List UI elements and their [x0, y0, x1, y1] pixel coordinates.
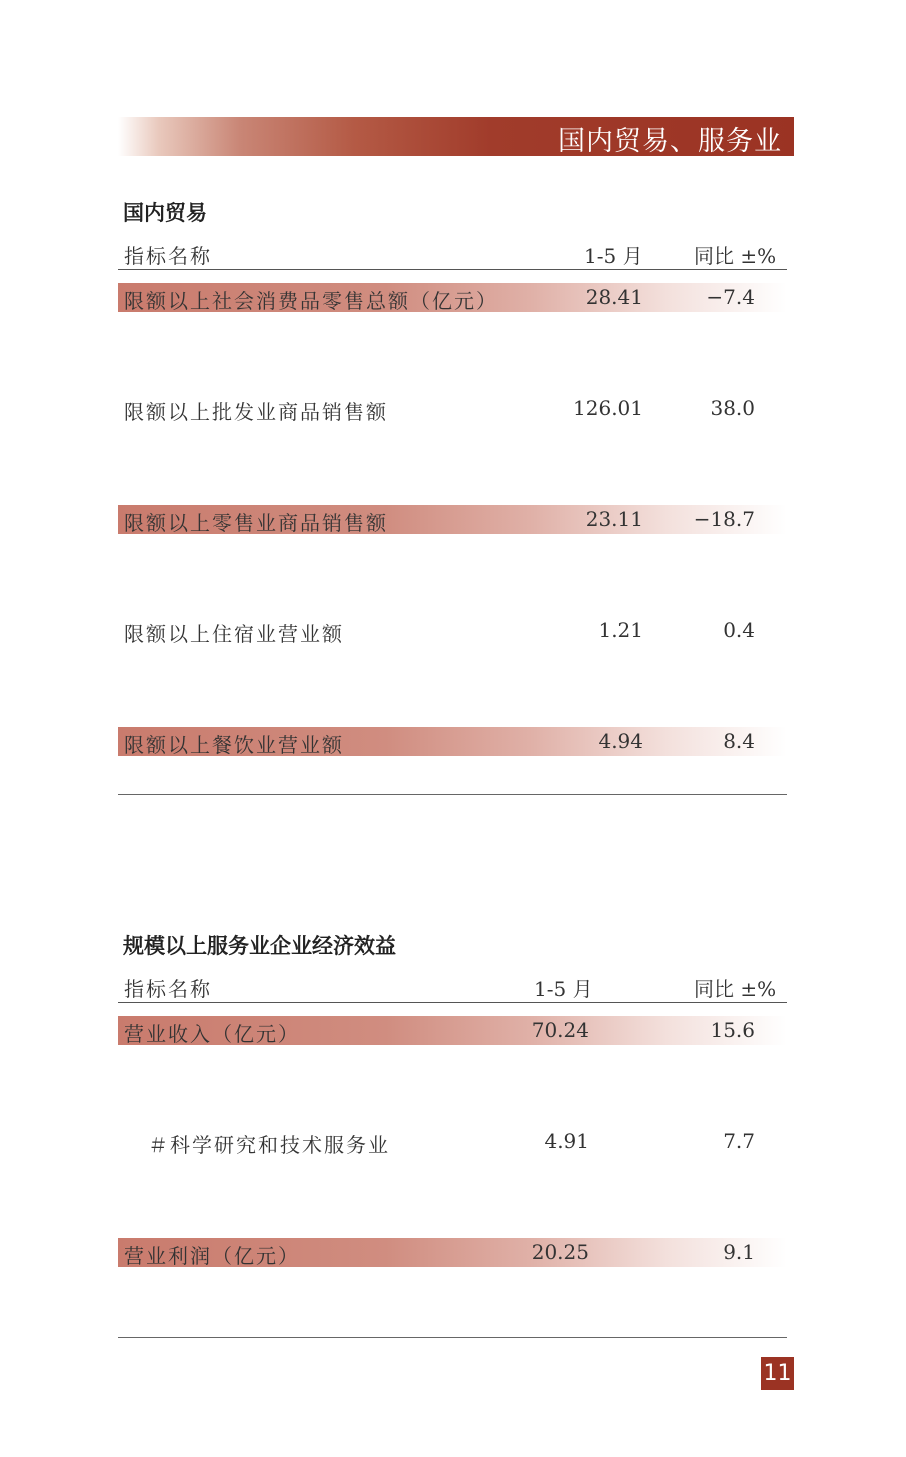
- row-value: 70.24: [531, 1018, 589, 1042]
- table-row: [118, 394, 787, 423]
- column-header-period: 1-5 月: [584, 244, 643, 268]
- table-row: [118, 1127, 787, 1156]
- header-banner: [118, 117, 794, 156]
- row-name: 营业利润（亿元）: [124, 1244, 300, 1268]
- section-title-service-industry: 规模以上服务业企业经济效益: [123, 934, 396, 958]
- table-header: [118, 239, 787, 270]
- page-title: 国内贸易、服务业: [558, 126, 782, 157]
- table-header: [118, 972, 787, 1003]
- row-name: 限额以上批发业商品销售额: [124, 400, 388, 424]
- row-yoy: 38.0: [710, 396, 755, 420]
- column-header-name: 指标名称: [124, 977, 212, 1001]
- row-value: 4.94: [598, 729, 643, 753]
- row-yoy: 8.4: [723, 729, 755, 753]
- row-value: 28.41: [585, 285, 643, 309]
- row-name: 限额以上住宿业营业额: [124, 622, 344, 646]
- row-name: 限额以上社会消费品零售总额（亿元）: [124, 289, 498, 313]
- table-row: [118, 1238, 787, 1267]
- table-bottom-rule: [118, 1337, 787, 1338]
- row-value: 4.91: [544, 1129, 589, 1153]
- table-row: [118, 505, 787, 534]
- row-value: 1.21: [598, 618, 643, 642]
- row-name: 限额以上零售业商品销售额: [124, 511, 388, 535]
- row-value: 126.01: [573, 396, 643, 420]
- row-yoy: 15.6: [710, 1018, 755, 1042]
- row-yoy: 7.7: [723, 1129, 755, 1153]
- row-yoy: −7.4: [706, 285, 755, 309]
- column-header-period: 1-5 月: [534, 977, 593, 1001]
- page-number: 11: [761, 1357, 794, 1390]
- table-row: [118, 1016, 787, 1045]
- section-title-domestic-trade: 国内贸易: [123, 201, 207, 225]
- column-header-yoy: 同比 ±%: [694, 977, 777, 1001]
- row-value: 23.11: [585, 507, 643, 531]
- row-yoy: 9.1: [723, 1240, 755, 1264]
- row-name: 营业收入（亿元）: [124, 1022, 300, 1046]
- table-row: [118, 283, 787, 312]
- column-header-yoy: 同比 ±%: [694, 244, 777, 268]
- table-row: [118, 727, 787, 756]
- row-yoy: 0.4: [723, 618, 755, 642]
- row-name: 限额以上餐饮业营业额: [124, 733, 344, 757]
- table-row: [118, 616, 787, 645]
- column-header-name: 指标名称: [124, 244, 212, 268]
- row-name: ＃科学研究和技术服务业: [148, 1133, 390, 1157]
- row-value: 20.25: [531, 1240, 589, 1264]
- table-bottom-rule: [118, 794, 787, 795]
- row-yoy: −18.7: [693, 507, 755, 531]
